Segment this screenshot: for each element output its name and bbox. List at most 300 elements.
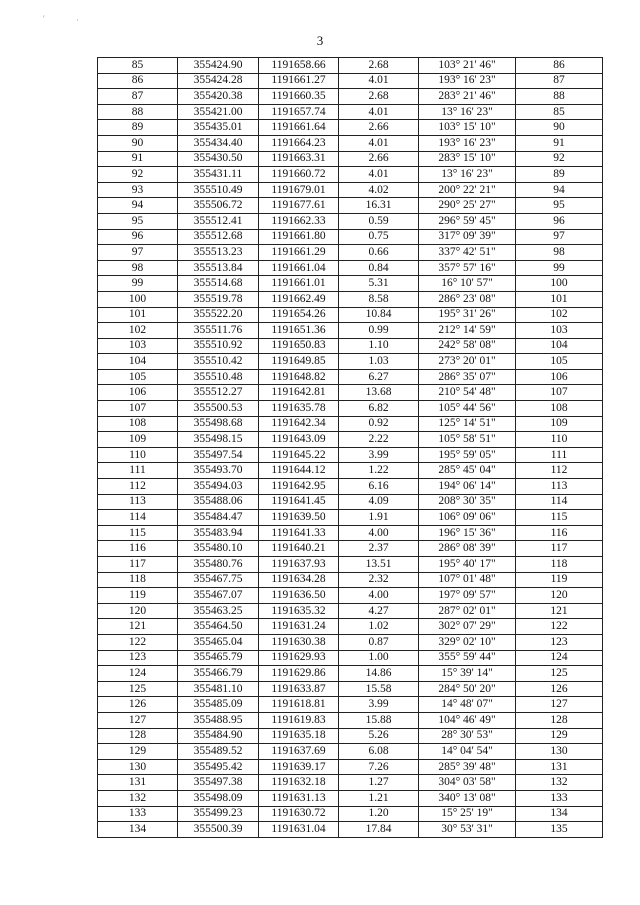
distance-cell: 13.68 [339, 385, 419, 401]
distance-cell: 4.00 [339, 588, 419, 604]
y-coordinate-cell: 1191633.87 [259, 681, 339, 697]
x-coordinate-cell: 355485.09 [178, 697, 259, 713]
y-coordinate-cell: 1191679.01 [259, 182, 339, 198]
x-coordinate-cell: 355500.53 [178, 401, 259, 417]
table-row [98, 276, 603, 292]
next-point-cell: 94 [516, 182, 603, 198]
point-number-cell: 92 [98, 167, 178, 183]
distance-cell: 0.84 [339, 260, 419, 276]
point-number-cell: 110 [98, 447, 178, 463]
y-coordinate-cell: 1191664.23 [259, 135, 339, 151]
coordinates-table-body [98, 58, 603, 838]
point-number-cell: 121 [98, 619, 178, 635]
y-coordinate-cell: 1191618.81 [259, 697, 339, 713]
distance-cell: 4.09 [339, 494, 419, 510]
next-point-cell: 111 [516, 447, 603, 463]
bearing-cell: 13° 16' 23" [419, 104, 516, 120]
point-number-cell: 129 [98, 744, 178, 760]
bearing-cell: 208° 30' 35" [419, 494, 516, 510]
table-row [98, 213, 603, 229]
x-coordinate-cell: 355498.09 [178, 790, 259, 806]
table-row [98, 135, 603, 151]
y-coordinate-cell: 1191645.22 [259, 447, 339, 463]
bearing-cell: 286° 35' 07" [419, 369, 516, 385]
bearing-cell: 105° 44' 56" [419, 401, 516, 417]
point-number-cell: 128 [98, 728, 178, 744]
scan-artifact-mark: ' [43, 14, 45, 24]
next-point-cell: 87 [516, 73, 603, 89]
bearing-cell: 193° 16' 23" [419, 135, 516, 151]
point-number-cell: 105 [98, 369, 178, 385]
next-point-cell: 106 [516, 369, 603, 385]
table-row [98, 666, 603, 682]
page-number: 3 [316, 33, 324, 48]
table-row [98, 557, 603, 573]
bearing-cell: 104° 46' 49" [419, 712, 516, 728]
point-number-cell: 96 [98, 229, 178, 245]
distance-cell: 7.26 [339, 759, 419, 775]
next-point-cell: 114 [516, 494, 603, 510]
x-coordinate-cell: 355514.68 [178, 276, 259, 292]
point-number-cell: 106 [98, 385, 178, 401]
y-coordinate-cell: 1191640.21 [259, 541, 339, 557]
x-coordinate-cell: 355463.25 [178, 603, 259, 619]
y-coordinate-cell: 1191642.34 [259, 416, 339, 432]
point-number-cell: 114 [98, 510, 178, 526]
distance-cell: 2.22 [339, 432, 419, 448]
x-coordinate-cell: 355481.10 [178, 681, 259, 697]
distance-cell: 2.68 [339, 89, 419, 105]
y-coordinate-cell: 1191650.83 [259, 338, 339, 354]
bearing-cell: 197° 09' 57" [419, 588, 516, 604]
distance-cell: 0.92 [339, 416, 419, 432]
next-point-cell: 119 [516, 572, 603, 588]
next-point-cell: 121 [516, 603, 603, 619]
bearing-cell: 329° 02' 10" [419, 634, 516, 650]
bearing-cell: 15° 39' 14" [419, 666, 516, 682]
distance-cell: 5.31 [339, 276, 419, 292]
y-coordinate-cell: 1191630.72 [259, 806, 339, 822]
y-coordinate-cell: 1191630.38 [259, 634, 339, 650]
table-row [98, 323, 603, 339]
bearing-cell: 195° 40' 17" [419, 557, 516, 573]
next-point-cell: 92 [516, 151, 603, 167]
x-coordinate-cell: 355500.39 [178, 822, 259, 838]
x-coordinate-cell: 355488.06 [178, 494, 259, 510]
distance-cell: 4.01 [339, 73, 419, 89]
next-point-cell: 85 [516, 104, 603, 120]
table-row [98, 58, 603, 74]
bearing-cell: 273° 20' 01" [419, 354, 516, 370]
point-number-cell: 104 [98, 354, 178, 370]
distance-cell: 0.59 [339, 213, 419, 229]
y-coordinate-cell: 1191661.29 [259, 245, 339, 261]
point-number-cell: 122 [98, 634, 178, 650]
next-point-cell: 91 [516, 135, 603, 151]
point-number-cell: 120 [98, 603, 178, 619]
next-point-cell: 125 [516, 666, 603, 682]
point-number-cell: 101 [98, 307, 178, 323]
point-number-cell: 117 [98, 557, 178, 573]
y-coordinate-cell: 1191657.74 [259, 104, 339, 120]
table-row [98, 229, 603, 245]
bearing-cell: 125° 14' 51" [419, 416, 516, 432]
x-coordinate-cell: 355480.10 [178, 541, 259, 557]
distance-cell: 13.51 [339, 557, 419, 573]
next-point-cell: 132 [516, 775, 603, 791]
next-point-cell: 98 [516, 245, 603, 261]
next-point-cell: 88 [516, 89, 603, 105]
y-coordinate-cell: 1191639.50 [259, 510, 339, 526]
x-coordinate-cell: 355435.01 [178, 120, 259, 136]
next-point-cell: 100 [516, 276, 603, 292]
x-coordinate-cell: 355424.28 [178, 73, 259, 89]
point-number-cell: 103 [98, 338, 178, 354]
table-row [98, 416, 603, 432]
next-point-cell: 109 [516, 416, 603, 432]
table-row [98, 104, 603, 120]
bearing-cell: 283° 21' 46" [419, 89, 516, 105]
point-number-cell: 116 [98, 541, 178, 557]
point-number-cell: 132 [98, 790, 178, 806]
distance-cell: 0.87 [339, 634, 419, 650]
y-coordinate-cell: 1191619.83 [259, 712, 339, 728]
table-row [98, 385, 603, 401]
next-point-cell: 89 [516, 167, 603, 183]
point-number-cell: 93 [98, 182, 178, 198]
distance-cell: 17.84 [339, 822, 419, 838]
y-coordinate-cell: 1191629.86 [259, 666, 339, 682]
x-coordinate-cell: 355506.72 [178, 198, 259, 214]
x-coordinate-cell: 355483.94 [178, 525, 259, 541]
x-coordinate-cell: 355489.52 [178, 744, 259, 760]
point-number-cell: 88 [98, 104, 178, 120]
table-row [98, 619, 603, 635]
next-point-cell: 116 [516, 525, 603, 541]
x-coordinate-cell: 355424.90 [178, 58, 259, 74]
next-point-cell: 115 [516, 510, 603, 526]
next-point-cell: 102 [516, 307, 603, 323]
y-coordinate-cell: 1191663.31 [259, 151, 339, 167]
y-coordinate-cell: 1191660.35 [259, 89, 339, 105]
y-coordinate-cell: 1191641.33 [259, 525, 339, 541]
distance-cell: 1.27 [339, 775, 419, 791]
y-coordinate-cell: 1191631.24 [259, 619, 339, 635]
distance-cell: 0.66 [339, 245, 419, 261]
table-row [98, 291, 603, 307]
bearing-cell: 106° 09' 06" [419, 510, 516, 526]
point-number-cell: 130 [98, 759, 178, 775]
x-coordinate-cell: 355466.79 [178, 666, 259, 682]
bearing-cell: 317° 09' 39" [419, 229, 516, 245]
bearing-cell: 28° 30' 53" [419, 728, 516, 744]
x-coordinate-cell: 355510.49 [178, 182, 259, 198]
distance-cell: 4.00 [339, 525, 419, 541]
table-row [98, 198, 603, 214]
point-number-cell: 133 [98, 806, 178, 822]
x-coordinate-cell: 355495.42 [178, 759, 259, 775]
table-row [98, 494, 603, 510]
bearing-cell: 195° 59' 05" [419, 447, 516, 463]
x-coordinate-cell: 355465.04 [178, 634, 259, 650]
next-point-cell: 124 [516, 650, 603, 666]
next-point-cell: 101 [516, 291, 603, 307]
y-coordinate-cell: 1191649.85 [259, 354, 339, 370]
point-number-cell: 119 [98, 588, 178, 604]
bearing-cell: 14° 04' 54" [419, 744, 516, 760]
table-row [98, 822, 603, 838]
table-row [98, 447, 603, 463]
bearing-cell: 193° 16' 23" [419, 73, 516, 89]
distance-cell: 6.27 [339, 369, 419, 385]
distance-cell: 6.16 [339, 479, 419, 495]
bearing-cell: 286° 08' 39" [419, 541, 516, 557]
bearing-cell: 13° 16' 23" [419, 167, 516, 183]
distance-cell: 2.66 [339, 151, 419, 167]
next-point-cell: 110 [516, 432, 603, 448]
x-coordinate-cell: 355498.15 [178, 432, 259, 448]
point-number-cell: 123 [98, 650, 178, 666]
bearing-cell: 107° 01' 48" [419, 572, 516, 588]
point-number-cell: 102 [98, 323, 178, 339]
x-coordinate-cell: 355510.42 [178, 354, 259, 370]
distance-cell: 4.01 [339, 167, 419, 183]
x-coordinate-cell: 355493.70 [178, 463, 259, 479]
table-row [98, 338, 603, 354]
table-row [98, 354, 603, 370]
point-number-cell: 100 [98, 291, 178, 307]
x-coordinate-cell: 355430.50 [178, 151, 259, 167]
distance-cell: 2.32 [339, 572, 419, 588]
bearing-cell: 286° 23' 08" [419, 291, 516, 307]
table-row [98, 369, 603, 385]
point-number-cell: 113 [98, 494, 178, 510]
next-point-cell: 104 [516, 338, 603, 354]
x-coordinate-cell: 355497.38 [178, 775, 259, 791]
y-coordinate-cell: 1191658.66 [259, 58, 339, 74]
table-row [98, 541, 603, 557]
bearing-cell: 302° 07' 29" [419, 619, 516, 635]
y-coordinate-cell: 1191642.81 [259, 385, 339, 401]
x-coordinate-cell: 355420.38 [178, 89, 259, 105]
x-coordinate-cell: 355512.41 [178, 213, 259, 229]
y-coordinate-cell: 1191631.13 [259, 790, 339, 806]
table-row [98, 806, 603, 822]
x-coordinate-cell: 355511.76 [178, 323, 259, 339]
distance-cell: 1.03 [339, 354, 419, 370]
x-coordinate-cell: 355484.90 [178, 728, 259, 744]
x-coordinate-cell: 355522.20 [178, 307, 259, 323]
table-row [98, 650, 603, 666]
x-coordinate-cell: 355421.00 [178, 104, 259, 120]
distance-cell: 1.21 [339, 790, 419, 806]
x-coordinate-cell: 355484.47 [178, 510, 259, 526]
distance-cell: 10.84 [339, 307, 419, 323]
distance-cell: 0.99 [339, 323, 419, 339]
distance-cell: 5.26 [339, 728, 419, 744]
distance-cell: 1.22 [339, 463, 419, 479]
coordinates-table [97, 57, 603, 838]
bearing-cell: 15° 25' 19" [419, 806, 516, 822]
table-row [98, 401, 603, 417]
next-point-cell: 130 [516, 744, 603, 760]
table-row [98, 260, 603, 276]
next-point-cell: 90 [516, 120, 603, 136]
y-coordinate-cell: 1191648.82 [259, 369, 339, 385]
table-row [98, 697, 603, 713]
x-coordinate-cell: 355488.95 [178, 712, 259, 728]
scan-artifact-mark: · [76, 15, 79, 25]
next-point-cell: 108 [516, 401, 603, 417]
y-coordinate-cell: 1191662.49 [259, 291, 339, 307]
point-number-cell: 95 [98, 213, 178, 229]
point-number-cell: 85 [98, 58, 178, 74]
point-number-cell: 126 [98, 697, 178, 713]
table-row [98, 603, 603, 619]
y-coordinate-cell: 1191643.09 [259, 432, 339, 448]
point-number-cell: 89 [98, 120, 178, 136]
distance-cell: 1.00 [339, 650, 419, 666]
point-number-cell: 108 [98, 416, 178, 432]
distance-cell: 1.02 [339, 619, 419, 635]
x-coordinate-cell: 355513.23 [178, 245, 259, 261]
point-number-cell: 115 [98, 525, 178, 541]
distance-cell: 8.58 [339, 291, 419, 307]
distance-cell: 6.82 [339, 401, 419, 417]
bearing-cell: 304° 03' 58" [419, 775, 516, 791]
next-point-cell: 128 [516, 712, 603, 728]
point-number-cell: 86 [98, 73, 178, 89]
point-number-cell: 127 [98, 712, 178, 728]
x-coordinate-cell: 355494.03 [178, 479, 259, 495]
table-row [98, 89, 603, 105]
distance-cell: 1.91 [339, 510, 419, 526]
table-row [98, 744, 603, 760]
bearing-cell: 357° 57' 16" [419, 260, 516, 276]
distance-cell: 15.88 [339, 712, 419, 728]
next-point-cell: 134 [516, 806, 603, 822]
point-number-cell: 97 [98, 245, 178, 261]
bearing-cell: 340° 13' 08" [419, 790, 516, 806]
distance-cell: 15.58 [339, 681, 419, 697]
y-coordinate-cell: 1191654.26 [259, 307, 339, 323]
next-point-cell: 118 [516, 557, 603, 573]
point-number-cell: 107 [98, 401, 178, 417]
table-row [98, 572, 603, 588]
bearing-cell: 200° 22' 21" [419, 182, 516, 198]
distance-cell: 16.31 [339, 198, 419, 214]
next-point-cell: 112 [516, 463, 603, 479]
point-number-cell: 99 [98, 276, 178, 292]
next-point-cell: 97 [516, 229, 603, 245]
table-row [98, 790, 603, 806]
table-row [98, 510, 603, 526]
bearing-cell: 283° 15' 10" [419, 151, 516, 167]
y-coordinate-cell: 1191637.69 [259, 744, 339, 760]
x-coordinate-cell: 355464.50 [178, 619, 259, 635]
y-coordinate-cell: 1191661.27 [259, 73, 339, 89]
next-point-cell: 131 [516, 759, 603, 775]
y-coordinate-cell: 1191661.04 [259, 260, 339, 276]
next-point-cell: 117 [516, 541, 603, 557]
distance-cell: 4.01 [339, 135, 419, 151]
distance-cell: 2.37 [339, 541, 419, 557]
x-coordinate-cell: 355498.68 [178, 416, 259, 432]
point-number-cell: 94 [98, 198, 178, 214]
bearing-cell: 212° 14' 59" [419, 323, 516, 339]
point-number-cell: 112 [98, 479, 178, 495]
next-point-cell: 95 [516, 198, 603, 214]
x-coordinate-cell: 355434.40 [178, 135, 259, 151]
next-point-cell: 113 [516, 479, 603, 495]
table-row [98, 681, 603, 697]
table-row [98, 634, 603, 650]
y-coordinate-cell: 1191651.36 [259, 323, 339, 339]
y-coordinate-cell: 1191661.01 [259, 276, 339, 292]
distance-cell: 4.01 [339, 104, 419, 120]
y-coordinate-cell: 1191629.93 [259, 650, 339, 666]
y-coordinate-cell: 1191642.95 [259, 479, 339, 495]
y-coordinate-cell: 1191635.18 [259, 728, 339, 744]
next-point-cell: 103 [516, 323, 603, 339]
distance-cell: 2.68 [339, 58, 419, 74]
point-number-cell: 125 [98, 681, 178, 697]
y-coordinate-cell: 1191661.64 [259, 120, 339, 136]
distance-cell: 0.75 [339, 229, 419, 245]
distance-cell: 3.99 [339, 697, 419, 713]
y-coordinate-cell: 1191635.78 [259, 401, 339, 417]
y-coordinate-cell: 1191637.93 [259, 557, 339, 573]
table-row [98, 525, 603, 541]
x-coordinate-cell: 355510.48 [178, 369, 259, 385]
y-coordinate-cell: 1191639.17 [259, 759, 339, 775]
bearing-cell: 355° 59' 44" [419, 650, 516, 666]
distance-cell: 4.27 [339, 603, 419, 619]
x-coordinate-cell: 355467.75 [178, 572, 259, 588]
table-row [98, 182, 603, 198]
x-coordinate-cell: 355512.68 [178, 229, 259, 245]
next-point-cell: 99 [516, 260, 603, 276]
table-row [98, 775, 603, 791]
bearing-cell: 105° 58' 51" [419, 432, 516, 448]
table-row [98, 728, 603, 744]
table-row [98, 167, 603, 183]
table-row [98, 73, 603, 89]
x-coordinate-cell: 355512.27 [178, 385, 259, 401]
y-coordinate-cell: 1191661.80 [259, 229, 339, 245]
bearing-cell: 210° 54' 48" [419, 385, 516, 401]
next-point-cell: 126 [516, 681, 603, 697]
bearing-cell: 195° 31' 26" [419, 307, 516, 323]
bearing-cell: 285° 39' 48" [419, 759, 516, 775]
x-coordinate-cell: 355480.76 [178, 557, 259, 573]
bearing-cell: 285° 45' 04" [419, 463, 516, 479]
next-point-cell: 122 [516, 619, 603, 635]
y-coordinate-cell: 1191660.72 [259, 167, 339, 183]
next-point-cell: 135 [516, 822, 603, 838]
y-coordinate-cell: 1191632.18 [259, 775, 339, 791]
point-number-cell: 118 [98, 572, 178, 588]
table-row [98, 588, 603, 604]
distance-cell: 6.08 [339, 744, 419, 760]
y-coordinate-cell: 1191634.28 [259, 572, 339, 588]
table-row [98, 479, 603, 495]
table-row [98, 432, 603, 448]
point-number-cell: 87 [98, 89, 178, 105]
bearing-cell: 103° 21' 46" [419, 58, 516, 74]
distance-cell: 14.86 [339, 666, 419, 682]
y-coordinate-cell: 1191677.61 [259, 198, 339, 214]
